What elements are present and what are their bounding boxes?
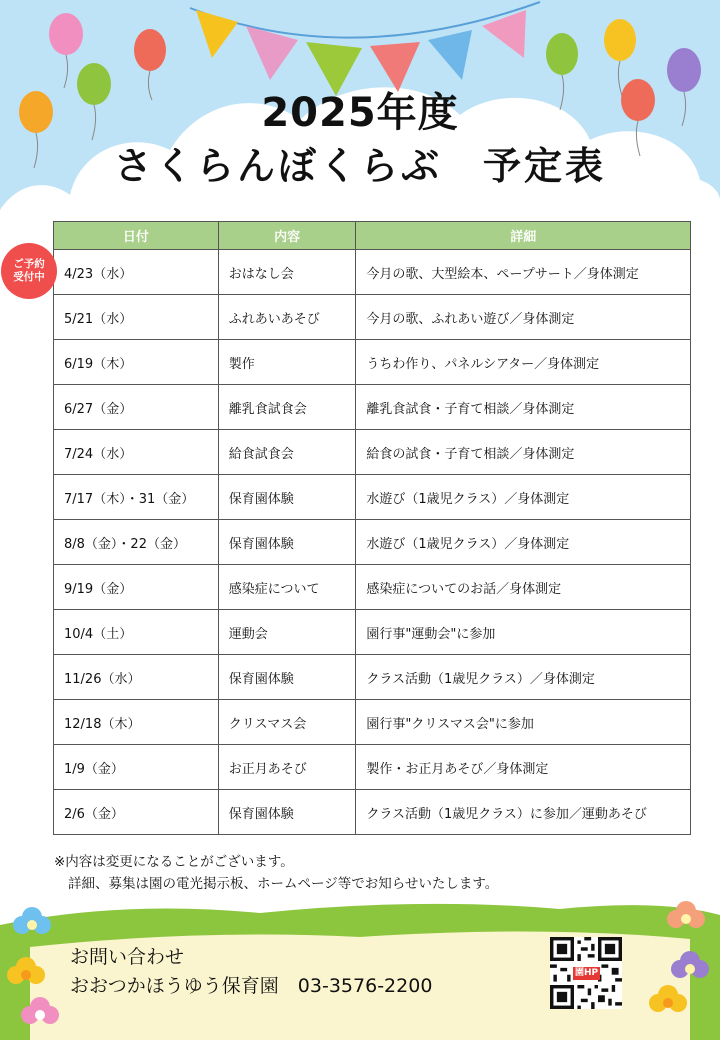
row-date: 7/17（木）・31（金） <box>54 475 219 520</box>
bunting-flag-blue-icon <box>428 30 472 80</box>
row-detail: 製作・お正月あそび／身体測定 <box>356 745 691 790</box>
schedule-table <box>53 221 691 835</box>
table-row <box>54 745 691 790</box>
note-details: 詳細、募集は園の電光掲示板、ホームページ等でお知らせいたします。 <box>68 876 499 892</box>
table-row <box>54 520 691 565</box>
balloon-pink-icon <box>49 13 83 88</box>
header-content: 内容 <box>218 222 356 250</box>
table-row <box>54 790 691 835</box>
row-content: 運動会 <box>218 610 356 655</box>
title-block <box>0 88 720 194</box>
row-content: 保育園体験 <box>218 520 356 565</box>
row-date: 2/6（金） <box>54 790 219 835</box>
badge-line1: ご予約 <box>13 258 45 270</box>
bunting-flag-yellow-icon <box>196 10 238 58</box>
qr-label: 園HP <box>575 968 599 978</box>
table-row <box>54 700 691 745</box>
table-row <box>54 250 691 295</box>
row-date: 6/19（木） <box>54 340 219 385</box>
table-row <box>54 430 691 475</box>
row-detail: 感染症についてのお話／身体測定 <box>356 565 691 610</box>
contact-heading: お問い合わせ <box>70 946 185 968</box>
contact-block <box>70 943 432 1001</box>
reservation-badge <box>4 246 54 296</box>
table-header-row <box>54 222 691 250</box>
row-detail: クラス活動（1歳児クラス）に参加／運動あそび <box>356 790 691 835</box>
row-detail: 今月の歌、大型絵本、ペープサート／身体測定 <box>356 250 691 295</box>
row-detail: 今月の歌、ふれあい遊び／身体測定 <box>356 295 691 340</box>
row-detail: 離乳食試食・子育て相談／身体測定 <box>356 385 691 430</box>
row-content: 保育園体験 <box>218 790 356 835</box>
table-row <box>54 655 691 700</box>
table-row <box>54 565 691 610</box>
row-detail: 給食の試食・子育て相談／身体測定 <box>356 430 691 475</box>
row-content: クリスマス会 <box>218 700 356 745</box>
row-content: 給食試食会 <box>218 430 356 475</box>
row-date: 12/18（木） <box>54 700 219 745</box>
row-detail: クラス活動（1歳児クラス）／身体測定 <box>356 655 691 700</box>
row-content: お正月あそび <box>218 745 356 790</box>
row-date: 10/4（土） <box>54 610 219 655</box>
page-title-year: 2025年度 <box>261 90 459 136</box>
row-content: ふれあいあそび <box>218 295 356 340</box>
row-date: 7/24（水） <box>54 430 219 475</box>
bunting-flag-red-icon <box>370 42 420 92</box>
row-content: 保育園体験 <box>218 655 356 700</box>
row-content: 保育園体験 <box>218 475 356 520</box>
badge-line2: 受付中 <box>13 271 45 283</box>
row-detail: 水遊び（1歳児クラス）／身体測定 <box>356 475 691 520</box>
row-detail: 園行事"運動会"に参加 <box>356 610 691 655</box>
row-date: 5/21（水） <box>54 295 219 340</box>
row-content: 感染症について <box>218 565 356 610</box>
table-row <box>54 475 691 520</box>
table-row <box>54 340 691 385</box>
table-row <box>54 295 691 340</box>
flower-blue-icon <box>13 907 51 934</box>
contact-phone: おおつかほうゆう保育園 03-3576-2200 <box>70 975 433 997</box>
note-change: ※内容は変更になることがございます。 <box>54 854 294 870</box>
row-date: 8/8（金）・22（金） <box>54 520 219 565</box>
qr-code[interactable] <box>550 937 622 1009</box>
row-detail: 水遊び（1歳児クラス）／身体測定 <box>356 520 691 565</box>
row-date: 6/27（金） <box>54 385 219 430</box>
row-date: 9/19（金） <box>54 565 219 610</box>
page-title: さくらんぼくらぶ 予定表 <box>113 144 606 188</box>
row-content: おはなし会 <box>218 250 356 295</box>
notes <box>54 851 694 895</box>
row-content: 製作 <box>218 340 356 385</box>
row-detail: 園行事"クリスマス会"に参加 <box>356 700 691 745</box>
row-content: 離乳食試食会 <box>218 385 356 430</box>
row-date: 4/23（水） <box>54 250 219 295</box>
table-row <box>54 385 691 430</box>
table-row <box>54 610 691 655</box>
row-detail: うちわ作り、パネルシアター／身体測定 <box>356 340 691 385</box>
header-date: 日付 <box>54 222 219 250</box>
flower-orange-icon <box>667 901 705 928</box>
row-date: 1/9（金） <box>54 745 219 790</box>
row-date: 11/26（水） <box>54 655 219 700</box>
header-detail: 詳細 <box>356 222 691 250</box>
